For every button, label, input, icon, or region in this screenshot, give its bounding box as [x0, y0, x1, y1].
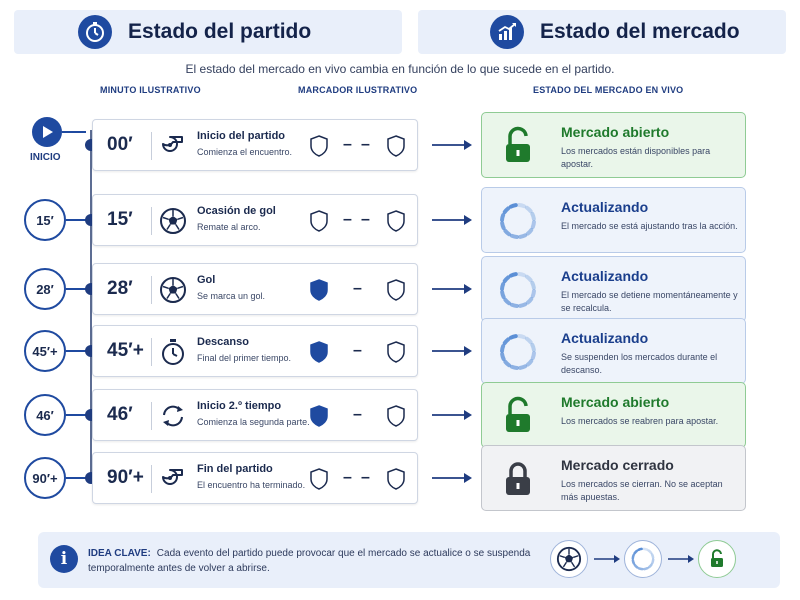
arrow-right-icon [432, 214, 472, 226]
unlock-icon [698, 540, 736, 578]
unlock-icon [496, 124, 540, 168]
event-description: Se marca un gol. [197, 291, 266, 301]
arrow-right-icon [432, 345, 472, 357]
home-shield-icon [310, 210, 328, 232]
trend-chart-icon [490, 15, 524, 49]
event-title: Descanso [197, 336, 249, 348]
event-description: Comienza el encuentro. [197, 147, 293, 157]
key-idea-panel [38, 532, 780, 588]
arrow-right-icon [432, 409, 472, 421]
market-state-description: Los mercados están disponibles para apostar. [561, 146, 711, 169]
score-dash: – [361, 211, 370, 228]
event-description: Final del primer tiempo. [197, 353, 292, 363]
subtitle: El estado del mercado en vivo cambia en función de lo que sucede en el partido. [185, 62, 615, 76]
score-dash: – [361, 136, 370, 153]
soccer-ball-icon [159, 207, 187, 235]
soccer-ball-icon [159, 276, 187, 304]
market-state-card-closed [481, 445, 746, 511]
market-state-label: Actualizando [561, 330, 649, 346]
key-idea-body: Cada evento del partido puede provocar que el mercado se actualice o se suspenda temporalmente antes de volver a abrirse. [88, 548, 531, 574]
timeline-minute-badge: 90′+ [24, 457, 66, 499]
whistle-icon [159, 465, 187, 493]
event-card [92, 389, 418, 441]
restart-icon [159, 402, 187, 430]
timeline-minute-badge: 45′+ [24, 330, 66, 372]
market-state-card-open [481, 112, 746, 178]
event-title: Gol [197, 274, 216, 286]
timeline-connector [66, 288, 86, 290]
key-idea-text [88, 546, 538, 576]
away-shield-icon [387, 405, 405, 427]
event-title: Inicio 2.º tiempo [197, 400, 282, 412]
market-state-label: Mercado cerrado [561, 457, 674, 473]
timeline-minute-badge: 28′ [24, 268, 66, 310]
score-dash: – [353, 280, 362, 297]
stopwatch-icon [78, 15, 112, 49]
market-state-card-open [481, 382, 746, 448]
event-minute: 00′ [107, 134, 133, 155]
event-minute: 46′ [107, 404, 133, 425]
info-icon: i [50, 545, 78, 573]
loading-spinner-icon [496, 268, 540, 312]
whistle-icon [159, 132, 187, 160]
play-icon [32, 117, 62, 147]
home-shield-filled-icon [310, 279, 328, 301]
arrow-right-icon [432, 139, 472, 151]
event-description: El encuentro ha terminado. [197, 480, 306, 490]
timeline-connector [66, 414, 86, 416]
event-card [92, 119, 418, 171]
market-state-label: Actualizando [561, 199, 649, 215]
home-shield-filled-icon [310, 341, 328, 363]
market-state-description: Se suspenden los mercados durante el descanso. [561, 352, 718, 375]
match-state-title: Estado del partido [128, 20, 312, 43]
event-divider [151, 402, 152, 430]
event-card [92, 194, 418, 246]
away-shield-icon [387, 468, 405, 490]
event-divider [151, 132, 152, 160]
event-card [92, 325, 418, 377]
event-divider [151, 338, 152, 366]
stopwatch-icon [159, 338, 187, 366]
event-card [92, 452, 418, 504]
market-state-description: El mercado se detiene momentáneamente y se recalcula. [561, 290, 738, 313]
event-description: Remate al arco. [197, 222, 261, 232]
start-label: INICIO [30, 152, 61, 163]
arrow-right-icon [432, 472, 472, 484]
loading-spinner-icon [496, 199, 540, 243]
event-divider [151, 276, 152, 304]
event-minute: 90′+ [107, 467, 144, 488]
match-state-header [14, 10, 402, 54]
event-title: Fin del partido [197, 463, 273, 475]
event-title: Ocasión de gol [197, 205, 276, 217]
column-market: ESTADO DEL MERCADO EN VIVO [533, 85, 684, 95]
market-state-card-updating [481, 318, 746, 384]
market-state-label: Mercado abierto [561, 394, 670, 410]
market-state-card-updating [481, 187, 746, 253]
arrow-right-icon [668, 554, 694, 564]
event-divider [151, 207, 152, 235]
market-state-label: Actualizando [561, 268, 649, 284]
timeline-connector [66, 477, 86, 479]
timeline-minute-badge: 15′ [24, 199, 66, 241]
away-shield-icon [387, 341, 405, 363]
score-dash: – [353, 342, 362, 359]
market-state-label: Mercado abierto [561, 124, 670, 140]
column-score: MARCADOR ILUSTRATIVO [298, 85, 418, 95]
event-minute: 15′ [107, 209, 133, 230]
timeline-minute-badge: 46′ [24, 394, 66, 436]
score-dash: – [361, 469, 370, 486]
market-state-description: Los mercados se reabren para apostar. [561, 416, 719, 426]
away-shield-icon [387, 279, 405, 301]
arrow-right-icon [594, 554, 620, 564]
market-state-description: El mercado se está ajustando tras la acción. [561, 221, 738, 231]
home-shield-icon [310, 135, 328, 157]
unlock-icon [496, 394, 540, 438]
soccer-ball-icon [550, 540, 588, 578]
away-shield-icon [387, 135, 405, 157]
event-title: Inicio del partido [197, 130, 286, 142]
loading-spinner-icon [496, 330, 540, 374]
loading-spinner-icon [624, 540, 662, 578]
market-state-header [418, 10, 786, 54]
timeline-connector [66, 219, 86, 221]
timeline-connector [66, 350, 86, 352]
score-dash: – [353, 406, 362, 423]
event-divider [151, 465, 152, 493]
event-minute: 28′ [107, 278, 133, 299]
market-state-card-updating [481, 256, 746, 322]
event-description: Comienza la segunda parte. [197, 417, 310, 427]
market-state-title: Estado del mercado [540, 20, 740, 43]
home-shield-icon [310, 468, 328, 490]
away-shield-icon [387, 210, 405, 232]
lock-icon [496, 457, 540, 501]
arrow-right-icon [432, 283, 472, 295]
home-shield-filled-icon [310, 405, 328, 427]
timeline-connector [62, 131, 86, 133]
column-minute: MINUTO ILUSTRATIVO [100, 85, 201, 95]
score-dash: – [343, 211, 352, 228]
event-minute: 45′+ [107, 340, 144, 361]
score-dash: – [343, 136, 352, 153]
key-idea-label: IDEA CLAVE: [88, 548, 151, 559]
event-card [92, 263, 418, 315]
market-state-description: Los mercados se cierran. No se aceptan más apuestas. [561, 479, 723, 502]
score-dash: – [343, 469, 352, 486]
